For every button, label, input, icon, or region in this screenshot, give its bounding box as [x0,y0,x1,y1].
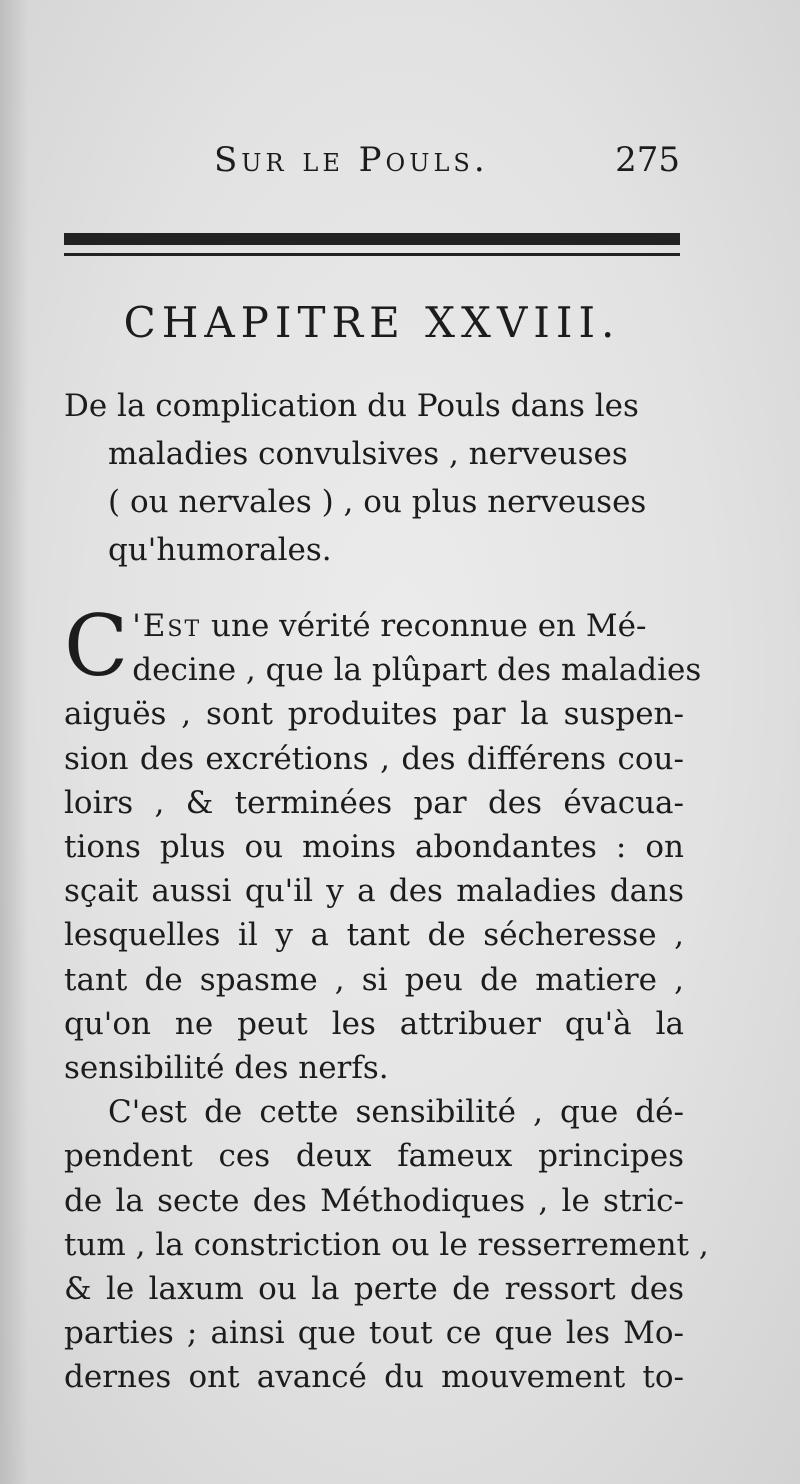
text-line: de la secte des Méthodiques , le stric- [64,1182,684,1219]
page-number: 275 [615,140,680,180]
text-line: C'est de cette sensibilité , que dé- [108,1094,684,1131]
body-text [64,597,709,1400]
text-line: tions plus ou moins abondantes : on [64,829,684,866]
text-line: sion des excrétions , des différens cou- [64,740,684,777]
text-line: pendent ces deux fameux principes [64,1138,684,1175]
chapter-subtitle [64,382,680,574]
text-line: & le laxum ou la perte de ressort des [64,1271,684,1308]
page-gutter-shadow [0,0,28,1484]
text-line: decine , que la plûpart des maladies [132,652,702,689]
text-line: parties ; ainsi que tout ce que les Mo- [64,1315,684,1352]
subtitle-line: De la complication du Pouls dans les [64,388,639,424]
text-line: dernes ont avancé du mouvement to- [64,1359,684,1396]
text-line: lesquelles il y a tant de sécheresse , [64,917,684,954]
running-title: Sur le Pouls. [214,140,489,180]
drop-cap: C [64,597,129,695]
subtitle-line: ( ou nervales ) , ou plus nerveuses [108,484,647,520]
paragraph-2 [64,1090,709,1399]
text-line: loirs , & terminées par des évacua- [64,784,684,821]
paragraph-1 [64,597,702,1090]
subtitle-line: qu'humorales. [108,532,332,568]
first-line-rest: une vérité reconnue en Mé- [211,608,647,644]
text-line: aiguës , sont produites par la suspen- [64,696,684,733]
paragraph-first-line [64,604,684,648]
header-rule-thick [64,233,680,245]
chapter-title: CHAPITRE XXVIII. [123,298,621,347]
running-head [64,140,680,190]
header-rule-thin [64,253,680,256]
text-line: sçait aussi qu'il y a des maladies dans [64,873,684,910]
text-line: tum , la constriction ou le resserrement , [64,1226,709,1263]
text-line: sensibilité des nerfs. [64,1050,389,1087]
first-word: 'Est [132,608,202,644]
text-line: tant de spasme , si peu de matiere , [64,961,684,998]
text-line: qu'on ne peut les attribuer qu'à la [64,1005,684,1042]
subtitle-line: maladies convulsives , nerveuses [108,436,628,472]
